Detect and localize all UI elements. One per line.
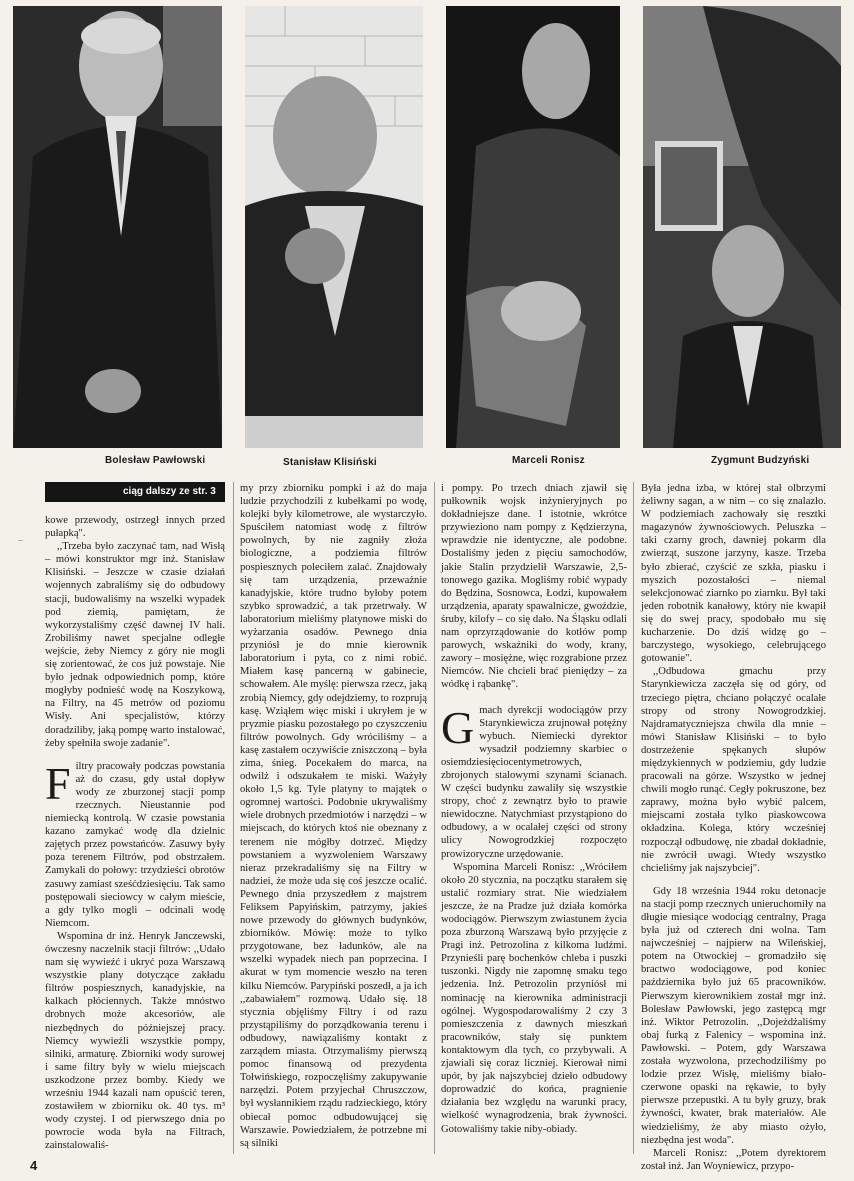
paragraph: ,,Odbudowa gmachu przy Starynkiewicza zaczęła się od góry, od trzeciego piętra, chciano połączyć ocalałe stropy od strony Nowogrodzkiej. Najdramatyczniejsza chwila dla mnie – mówi Stanisław Klisiński – to było dostrzeżenie spękanych słupów międzykiennych w podziemiu, gdy ludzie pracowali na górze. Wszystko w jednej chwili mogło runąć. Cegły pokruszone, bez zaprawy, można było wybić palcem, miejscami została tylko piaskowcowa okładzina. Kolega, który wcześniej rozpoczął odbudowę, nie zbadał dokładnie, nie zwrócił uwagi. Wtedy wszystko chcieliśmy jak najszybciej".	[641, 666, 826, 874]
portrait-photo-budzynski	[643, 6, 841, 448]
paragraph: kowe przewody, ostrzegł innych przed pułapką".	[45, 515, 225, 540]
margin-dash: –	[18, 535, 23, 546]
caption-photo-3: Marceli Ronisz	[512, 455, 585, 466]
dropcap-letter: F	[45, 757, 71, 809]
continued-banner	[45, 482, 225, 502]
portrait-image	[245, 6, 423, 448]
caption-photo-2: Stanisław Klisiński	[283, 457, 377, 468]
paragraph: ,,Trzeba było zaczynać tam, nad Wisłą – mówi konstruktor mgr inż. Stanisław Klisiński. – Jeszcze w czasie działań wojennych zabraliśmy się do odbudowy stacji, budowaliśmy na wszelki wypadek pod ziemią, pamiętam, że wykorzystaliśmy część dawnej IV hali. Zrobiliśmy nawet specjalne odległe wejście, żeby Niemcy z góry nie mogli się zorientować, że cos już powstaje. Nie było jednak odpowiednich pomp, które mogłyby podnieść wodę na Koszykową, na Filtry, na 45 metrów od poziomu Wisły. Ani specjalistów, którzy doradziliby, jaką pompę warto instalować, żeby spełniła swoje zadanie".	[45, 541, 225, 749]
portrait-image	[13, 6, 222, 448]
paragraph: Wspomina dr inż. Henryk Janczewski, ówczesny naczelnik stacji filtrów: ,,Udało nam się wywieźć i ukryć poza Warszawą wszystkie plany dotyczące zakładu filtrów pospiesznych, kanadyjskie, na kalkach płóciennych. Także mnóstwo drobnych może akcesoriów, ale niezbędnych do późniejszej pracy. Niemcy wywieźli wszystkie pompy, silniki, armaturę. Zbiorniki wody surowej i same filtry były w wielu miejscach uszkodzone przez bomby. Kiedy we wrześniu 1944 kazali nam opuścić teren, zostawiłem w zbiorniku ok. 40 tys. m³ wody czystej. I od pierwszego dnia po powrocie woda była na Filtrach, zainstalowaliś-	[45, 930, 225, 1152]
paragraph: Była jedna izba, w której stał olbrzymi żeliwny sagan, a w nim – co się znalazło. W podziemiach zachowały się resztki magazynów żywnościowych. Peluszka – taki czarny groch, dawniej pokarm dla zwierząt, suszone jarzyny, kasze. Trzeba było zbierać, czyścić ze szkła, piasku i myszich pozostałości – niemal selekcjonować ziarnko po ziarnku. Był taki jeden robotnik kanałowy, który nie kwapił się do swej pracy, spodobało mu się kucharzenie. Do dziś widzę go – barczystego, wysokiego, celebrującego gotowanie".	[641, 483, 826, 665]
portrait-image	[446, 6, 620, 448]
caption-photo-1: Bolesław Pawłowski	[105, 455, 206, 466]
paragraph: Marceli Ronisz: ,,Potem dyrektorem został inż. Jan Woyniewicz, przypo-	[641, 1147, 826, 1172]
paragraph: i pompy. Po trzech dniach zjawił się pułkownik wojsk inżynieryjnych po dokładniejsze dane. I istotnie, wkrótce przywieziono nam pompy z Kędzierzyna, wprawdzie nie identyczne, ale podobne. Dostaliśmy jeden z pięciu samochodów, jakie Stalin przydzielił Warszawie, 2,5-tonowego gazika. Mogliśmy robić wypady do Będzina, Sosnowca, Łodzi, kupowałem urządzenia, aparaty spawalnicze, gwoździe, śruby, kilofy – co się dało. Na Śląsku odlali nam oprzyrządowanie do kotłów pomp parowych, wskaźniki do wody, krany, zawory – mosiężne, więc rozgrabione przez Niemców. Nie chcieli brać pieniędzy – za wódkę i rąbankę".	[441, 483, 627, 691]
paragraph: Gdy 18 września 1944 roku detonacje na stacji pomp rzecznych unieruchomiły na długie miesiące wodociąg centralny, Praga była już od czterech dni wolna. Tam najwcześniej – najpierw na Wileńskiej, potem na Otwockiej – gromadziło się bractwo wodociągowe, pod koniec października było już 65 pracowników. Pierwszym kierownikiem został mgr inż. Bolesław Pawłowski, jego zastępcą mgr inż. Wiktor Petrozolin. ,,Dojeżdżaliśmy obaj furką z Falenicy – wspomina inż. Pawłowski. – Potem, gdy Warszawa została wyzwolona, przechodziliśmy po lodzie przez Wisłę, mieliśmy biało-czerwone opaski na rękawie, to były pierwsze przepustki. A tu były gruzy, brak żywności, kwater, brak materiałów. Ale wiedzieliśmy, że aby miasto ożyło, niezbędna jest woda".	[641, 885, 826, 1146]
paragraph-text: mach dyrekcji wodociągów przy Starynkiewicza zrujnował potężny wybuch. Niemiecki dyrektor wysadził podziemny skarbiec o osiemdziesięciocentymetrowych, zbrojonych stalowymi szynami ścianach. W części budynku zawaliły się wszystkie stropy, choć z zewnątrz było to prawie niewidoczne. Natychmiast przystąpiono do odbudowy, a w ocalałej części od strony ulicy Nowogrodzkiej rozpoczęto prowizoryczne urzędowanie.	[441, 704, 627, 860]
article-column-1	[45, 482, 225, 1157]
caption-photo-4: Zygmunt Budzyński	[711, 455, 810, 466]
paragraph-text: iltry pracowały podczas powstania aż do czasu, gdy ustał dopływ wody ze zburzonej stacji pomp rzecznych. Nieustannie pod niemiecką kontrolą. W czasie powstania kazano zamykać wodę dla dzielnic zajętych przez powstańców. Zasuwy były poza terenem Filtrów, pod obstrzałem. Zamykali do połowy: trzydzieści obrotów zasuwy zamiast sześćdziesięciu. Tak samo postępowali sieciowcy w całym mieście, a gdy tylko mogli – odcinali wodę Niemcom.	[45, 760, 225, 929]
portrait-photo-klisinski	[245, 6, 423, 448]
continued-label: ciąg dalszy ze str. 3	[123, 486, 216, 497]
portrait-photo-pawlowski	[13, 6, 222, 448]
paragraph-with-dropcap	[45, 757, 225, 930]
paragraph: my przy zbiorniku pompki i aż do maja ludzie przychodzili z kubełkami po wodę, kolejki były kilometrowe, ale wystarczyło. Spuściłem natomiast wodę z filtrów powolnych, by nie zagniły złoża biologiczne, a podziemia filtrów pospiesznych poleciłem zalać. Znajdowały się tam urządzenia, przeważnie kanadyjskie, które trudno byłoby potem szybko sprowadzić, a tak przetrwały. W laboratorium mieliśmy platynowe miski do wyżarzania osadów. Pewnego dnia przyniósł je do mnie kierownik laboratorium i pyta, co z nimi robić. Miałem kasę pancerną w gabinecie, schowałem. Ale myślę: pierwsza rzecz, jaką zrobią Niemcy, gdy odejdziemy, to rozprują kasę. Wziąłem więc miski i ukryłem je w pryzmie piasku pozostałego po czyszczeniu filtrów powolnych. Gdy wróciliśmy – a kasę zastałem oczywiście zniszczoną – była zima, śnieg. Pocekałem do marca, na odwilż i odszukałem te miski. Ważyły około 1,5 kg. Tyle platyny to majątek o ogromnej wartości. Podobnie ukrywaliśmy wiele drobnych przedmiotów i narzędzi – w miejscach, do których ktoś nie obeznany z terenem nie mógłby dotrzeć. Między powstaniem a wyzwoleniem Warszawy nieraz przekradaliśmy się na Filtry w nadziei, że może uda się coś jeszcze ocalić. Pewnego dnia przyszedłem z majstrem Feliksem Papyińskim, patrzymy, jakieś nowe przewody do głównych budynków, zbiorników. Mówię: może to tylko przygotowane, bez ładunków, ale na wszelki wypadek niech pan poprzecina. I akurat w tym momencie weszło na teren kilku Niemców. Parypiński poszedł, a ja ich ,,zabawiałem" rozmową. Udało się. 18 stycznia objęliśmy Filtry i od razu przystąpiliśmy do porządkowania terenu i odbudowy, nawiązaliśmy kontakt z zarządem miasta. Otrzymaliśmy pierwszą pomoc finansową od prezydenta Tołwińskiego, rozpoczęliśmy zakupywanie narzędzi. Potem przyjechał Chruszczow, był wysłannikiem rządu radzieckiego, który obiecał pomoc odbudowującej się Warszawie. Powiedziałem, że potrzebne mi są silniki	[240, 483, 427, 1149]
page-number: 4	[30, 1158, 38, 1173]
column-rule	[434, 482, 435, 1154]
article-column-2	[240, 482, 427, 1157]
article-column-4	[641, 482, 826, 1172]
dropcap-letter: G	[441, 701, 475, 753]
column-rule	[633, 482, 634, 1154]
portrait-photo-ronisz	[446, 6, 620, 448]
portrait-image	[643, 6, 841, 448]
article-column-3	[441, 482, 627, 1157]
column-rule	[233, 482, 234, 1154]
paragraph: Wspomina Marceli Ronisz: ,,Wróciłem około 20 stycznia, na początku starałem się ustalić rozmiary strat. Nie wiedziałem jeszcze, że na Pradze już działa komórka wodociągów. Pierwszym zwiastunem życia poza zburzoną Warszawą było przyjęcie z Pragi inż. Petrozolina z kilkoma ludźmi. Przynieśli parę bochenków chleba i puszki tuszonki. Nigdy nie zapomnę smaku tego jedzenia. Inż. Petrozolin przyniósł mi nominację na kierownika administracji ogólnej. Wygospodarowaliśmy 2 czy 3 pomieszczenia z dawnych mieszkań pracowników, stały się punktem kontaktowym dla tych, co przybywali. A zjawiali się coraz liczniej. Kierował nimi upór, by jak najszybciej dzieło odbudowy doprowadzić do końca, pragnienie działania bez względu na warunki pracy, wielkość wynagrodzenia, brak żywności. Gotowaliśmy takie niby-obiady.	[441, 861, 627, 1135]
paragraph-with-dropcap	[441, 701, 627, 861]
